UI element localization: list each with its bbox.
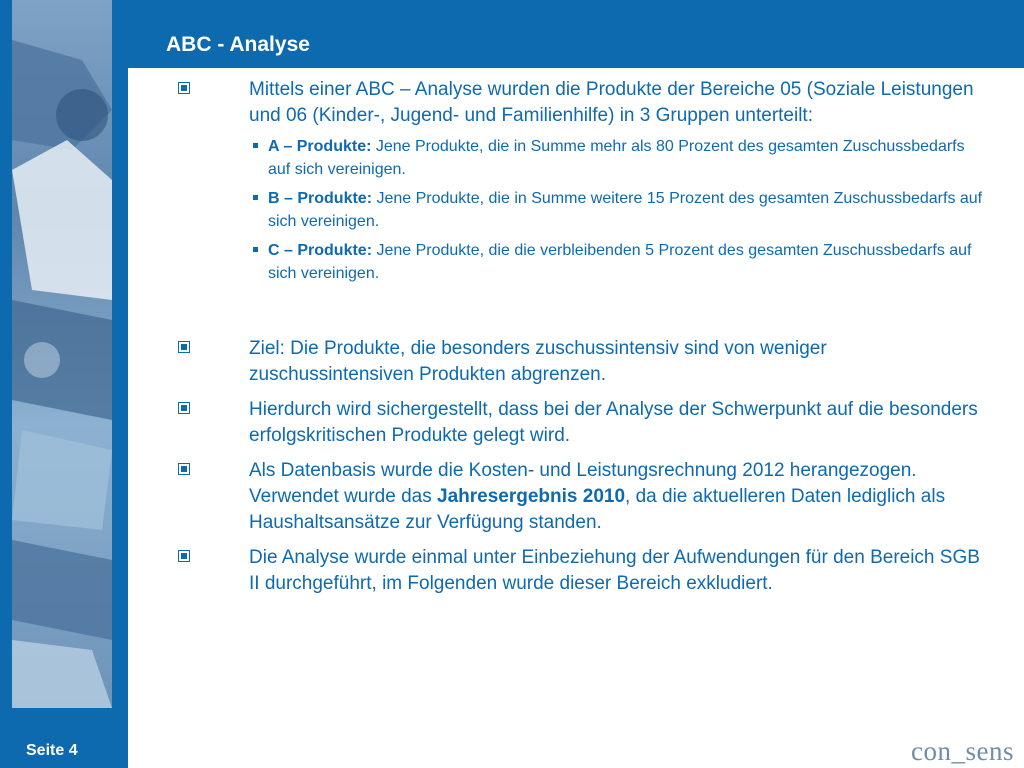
bullet-item <box>176 77 996 291</box>
bullet-item <box>176 397 996 449</box>
sub-bullet-text: Jene Produkte, die in Summe mehr als 80 Prozent des gesamten Zuschussbedarfs auf sich vereinigen. <box>268 138 965 178</box>
sub-bullet-label: A – Produkte: <box>268 138 372 155</box>
content-area <box>176 77 996 606</box>
sub-bullet-text: Jene Produkte, die in Summe weitere 15 Prozent des gesamten Zuschussbedarfs auf sich vereinigen. <box>268 190 983 230</box>
bullet-text: Hierdurch wird sichergestellt, dass bei der Analyse der Schwerpunkt auf die besonders erfolgskritischen Produkte gelegt wird. <box>249 399 978 446</box>
decorative-photo-strip <box>0 0 128 768</box>
checkbox-bullet-icon <box>178 341 190 353</box>
sub-bullet-label: C – Produkte: <box>268 242 373 259</box>
checkbox-bullet-icon <box>178 82 190 94</box>
sub-bullet-text: Jene Produkte, die die verbleibenden 5 Prozent des gesamten Zuschussbedarfs auf sich vereinigen. <box>268 242 972 282</box>
sub-bullet-item <box>249 239 994 285</box>
square-bullet-icon <box>253 195 258 200</box>
highlight-text: Jahresergebnis 2010 <box>437 486 626 507</box>
checkbox-bullet-icon <box>178 550 190 562</box>
company-logo: con_sens <box>911 736 1014 766</box>
square-bullet-icon <box>253 143 258 148</box>
page-number: Seite 4 <box>26 742 78 759</box>
sub-bullet-item <box>249 135 994 181</box>
bullet-text: Die Analyse wurde einmal unter Einbeziehung der Aufwendungen für den Bereich SGB II durchgeführt, im Folgenden wurde dieser Bereich exkludiert. <box>249 547 980 594</box>
checkbox-bullet-icon <box>178 402 190 414</box>
header-bar <box>0 0 1024 68</box>
bullet-item <box>176 336 996 388</box>
bullet-item <box>176 458 996 536</box>
sub-bullet-item <box>249 187 994 233</box>
bullet-text: Als Datenbasis wurde die Kosten- und Leistungsrechnung 2012 herangezogen. Verwendet wurde das <box>249 460 917 507</box>
bullet-item <box>176 545 996 597</box>
checkbox-bullet-icon <box>178 463 190 475</box>
square-bullet-icon <box>253 247 258 252</box>
sub-bullet-list <box>249 135 994 285</box>
decorative-photo <box>12 0 112 708</box>
bullet-text: Mittels einer ABC – Analyse wurden die Produkte der Bereiche 05 (Soziale Leistungen und 06 (Kinder-, Jugend- und Familienhilfe) in 3 Gruppen unterteilt: <box>249 79 974 126</box>
sub-bullet-label: B – Produkte: <box>268 190 373 207</box>
bullet-text: Ziel: Die Produkte, die besonders zuschussintensiv sind von weniger zuschussintensiven Produkten abgrenzen. <box>249 338 827 385</box>
spacer <box>176 300 996 336</box>
page-title: ABC - Analyse <box>166 33 310 56</box>
bullet-text: , da die aktuelleren Daten lediglich als Haushaltsansätze zur Verfügung standen. <box>249 486 946 533</box>
